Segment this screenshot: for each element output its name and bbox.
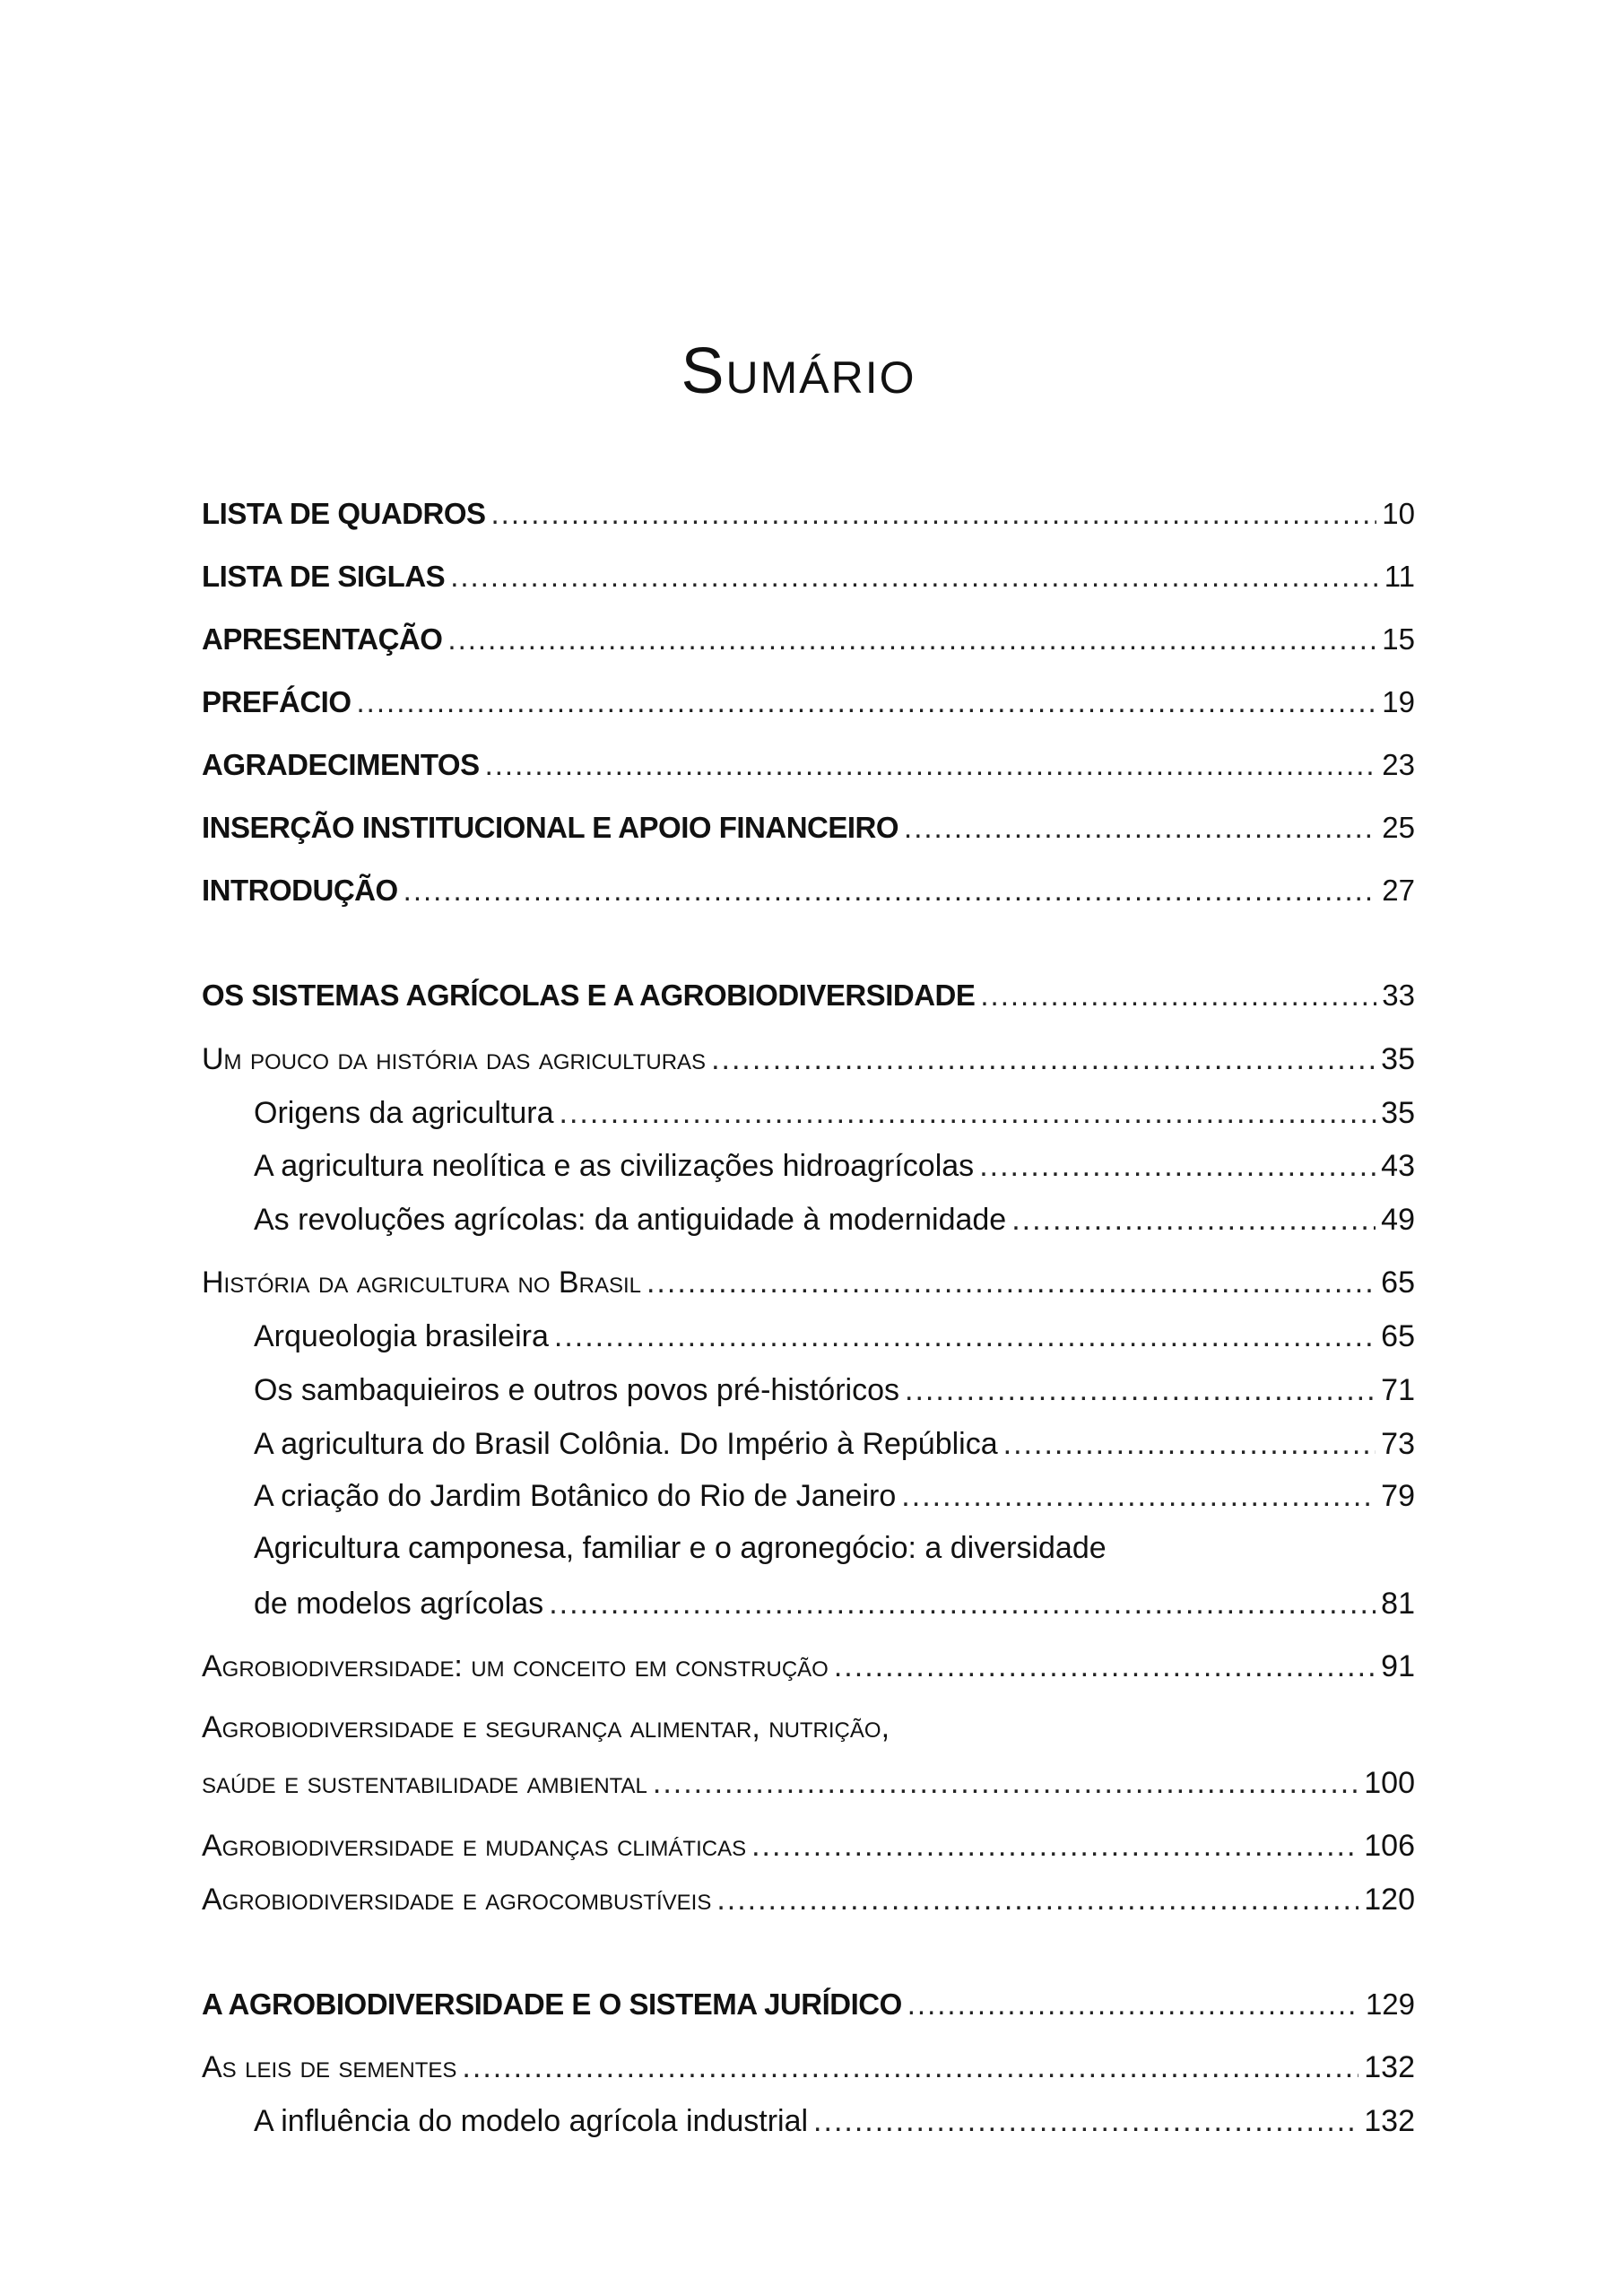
dot-leader xyxy=(751,1826,1358,1866)
toc-subsection[interactable] xyxy=(254,1578,1415,1623)
dot-leader xyxy=(554,1317,1376,1356)
toc-section-historia-agriculturas[interactable] xyxy=(202,1034,1415,1079)
toc-label: A AGROBIODIVERSIDADE E O SISTEMA JURÍDICO xyxy=(202,1987,902,2021)
toc-section-leis-sementes[interactable] xyxy=(202,2042,1415,2087)
toc-label: Os sambaquieiros e outros povos pré-históricos xyxy=(254,1373,899,1407)
toc-page-number: 81 xyxy=(1381,1587,1415,1621)
toc-subsection[interactable] xyxy=(254,1141,1415,1186)
toc-label: A influência do modelo agrícola industrial xyxy=(254,2104,809,2138)
toc-part-2[interactable] xyxy=(202,1979,1415,2024)
toc-page-number: 132 xyxy=(1364,2050,1415,2084)
toc-page-number: 49 xyxy=(1381,1203,1415,1237)
toc-label: OS SISTEMAS AGRÍCOLAS E A AGROBIODIVERSIDADE xyxy=(202,978,976,1012)
dot-leader xyxy=(357,683,1377,722)
toc-page-number: 71 xyxy=(1381,1373,1415,1407)
dot-leader xyxy=(450,557,1379,596)
toc-label: A criação do Jardim Botânico do Rio de Janeiro xyxy=(254,1479,897,1513)
dot-leader xyxy=(560,1093,1376,1133)
toc-section-agrocombustiveis[interactable] xyxy=(202,1874,1415,1919)
toc-page-number: 15 xyxy=(1382,622,1415,656)
toc-page-number: 35 xyxy=(1381,1096,1415,1130)
toc-label: Agrobiodiversidade: um conceito em construção xyxy=(202,1649,829,1683)
toc-label: A agricultura do Brasil Colônia. Do Império à República xyxy=(254,1427,998,1461)
toc-subsection[interactable] xyxy=(254,1195,1415,1239)
toc-subsection[interactable] xyxy=(254,1419,1415,1464)
dot-leader xyxy=(647,1263,1376,1302)
toc-section-seguranca-alimentar[interactable] xyxy=(202,1758,1415,1803)
toc-label: LISTA DE SIGLAS xyxy=(202,560,446,593)
toc-page-number: 91 xyxy=(1381,1649,1415,1683)
toc-page-number: 132 xyxy=(1364,2104,1415,2138)
toc-label: As leis de sementes xyxy=(202,2050,457,2084)
dot-leader xyxy=(491,494,1377,534)
toc-label: LISTA DE QUADROS xyxy=(202,497,486,530)
toc-section-line-1[interactable]: Agrobiodiversidade e segurança alimentar, nutrição, xyxy=(202,1710,890,1744)
toc-label: Origens da agricultura xyxy=(254,1096,554,1130)
toc-entry-introducao[interactable] xyxy=(202,865,1415,910)
toc-label: Um pouco da história das agriculturas xyxy=(202,1042,707,1076)
toc-page-number: 11 xyxy=(1384,560,1415,593)
toc-page-number: 65 xyxy=(1381,1265,1415,1300)
dot-leader xyxy=(1011,1200,1376,1239)
toc-page-number: 65 xyxy=(1381,1319,1415,1353)
toc-section-historia-brasil[interactable] xyxy=(202,1257,1415,1302)
toc-subsection[interactable] xyxy=(254,1365,1415,1410)
toc-page-number: 19 xyxy=(1382,685,1415,718)
toc-label: APRESENTAÇÃO xyxy=(202,622,443,656)
dot-leader xyxy=(834,1647,1376,1686)
dot-leader xyxy=(485,745,1377,785)
toc-page-number: 23 xyxy=(1382,748,1415,781)
toc-page-number: 129 xyxy=(1365,1987,1415,2021)
toc-page-number: 79 xyxy=(1381,1479,1415,1513)
toc-page-number: 27 xyxy=(1382,874,1415,907)
toc-label: A agricultura neolítica e as civilizações hidroagrícolas xyxy=(254,1149,975,1183)
dot-leader xyxy=(653,1763,1358,1803)
toc-label: AGRADECIMENTOS xyxy=(202,748,480,781)
dot-leader xyxy=(1003,1424,1376,1464)
toc-part-1[interactable] xyxy=(202,970,1415,1015)
dot-leader xyxy=(716,1880,1358,1919)
dot-leader xyxy=(907,1985,1360,2024)
toc-page-number: 10 xyxy=(1382,497,1415,530)
toc-subsection[interactable] xyxy=(254,2096,1415,2141)
toc-label: Arqueologia brasileira xyxy=(254,1319,549,1353)
dot-leader xyxy=(404,871,1377,910)
toc-section-mudancas-climaticas[interactable] xyxy=(202,1821,1415,1866)
toc-page-number: 43 xyxy=(1381,1149,1415,1183)
page-title: Sumário xyxy=(681,335,916,408)
toc-page-number: 33 xyxy=(1382,978,1415,1012)
dot-leader xyxy=(904,808,1376,848)
toc-page-number: 120 xyxy=(1364,1883,1415,1917)
toc-label: INSERÇÃO INSTITUCIONAL E APOIO FINANCEIRO xyxy=(202,811,899,844)
toc-page-number: 73 xyxy=(1381,1427,1415,1461)
toc-subsection[interactable] xyxy=(254,1311,1415,1356)
dot-leader xyxy=(462,2048,1358,2087)
dot-leader xyxy=(979,1146,1376,1186)
toc-entry-prefacio[interactable] xyxy=(202,677,1415,722)
toc-page-number: 25 xyxy=(1382,811,1415,844)
dot-leader xyxy=(813,2101,1358,2141)
toc-subsection[interactable] xyxy=(254,1471,1415,1516)
toc-section-conceito[interactable] xyxy=(202,1641,1415,1686)
dot-leader xyxy=(980,976,1376,1015)
toc-page-number: 35 xyxy=(1381,1042,1415,1076)
toc-entry-apresentacao[interactable] xyxy=(202,614,1415,659)
toc-label: de modelos agrícolas xyxy=(254,1587,544,1621)
dot-leader xyxy=(549,1584,1376,1623)
toc-page-number: 106 xyxy=(1364,1829,1415,1863)
toc-subsection[interactable] xyxy=(254,1088,1415,1133)
toc-subsection-line-1[interactable]: Agricultura camponesa, familiar e o agronegócio: a diversidade xyxy=(254,1531,1107,1565)
toc-entry-insercao-institucional[interactable] xyxy=(202,803,1415,848)
toc-entry-lista-de-siglas[interactable] xyxy=(202,552,1415,596)
toc-label: INTRODUÇÃO xyxy=(202,874,398,907)
toc-label: PREFÁCIO xyxy=(202,685,352,718)
toc-entry-lista-de-quadros[interactable] xyxy=(202,489,1415,534)
toc-label: História da agricultura no Brasil xyxy=(202,1265,641,1300)
toc-label: As revoluções agrícolas: da antiguidade à modernidade xyxy=(254,1203,1007,1237)
dot-leader xyxy=(711,1039,1376,1079)
dot-leader xyxy=(905,1370,1376,1410)
toc-label: Agrobiodiversidade e agrocombustíveis xyxy=(202,1883,712,1917)
dot-leader xyxy=(447,620,1376,659)
toc-label: saúde e sustentabilidade ambiental xyxy=(202,1766,647,1800)
toc-entry-agradecimentos[interactable] xyxy=(202,740,1415,785)
toc-page-number: 100 xyxy=(1364,1766,1415,1800)
dot-leader xyxy=(901,1476,1376,1516)
toc-label: Agrobiodiversidade e mudanças climáticas xyxy=(202,1829,747,1863)
